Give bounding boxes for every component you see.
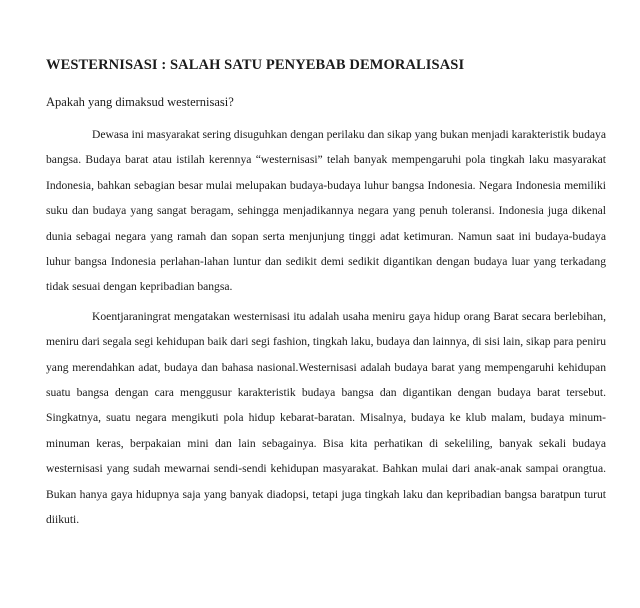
paragraph-1: Dewasa ini masyarakat sering disuguhkan dengan perilaku dan sikap yang bukan menjadi karakteristik budaya bangsa. Budaya barat atau istilah kerennya “westernisasi” telah banyak mempengaruhi pola tingkah laku masyarakat Indonesia, bahkan sebagian besar mulai melupakan budaya-budaya luhur bangsa Indonesia. Negara Indonesia memiliki suku dan budaya yang sangat beragam, sehingga menjadikannya negara yang penuh toleransi. Indonesia juga dikenal dunia sebagai negara yang ramah dan sopan serta menjunjung tinggi adat ketimuran. Namun saat ini budaya-budaya luhur bangsa Indonesia perlahan-lahan luntur dan sedikit demi sedikit digantikan dengan budaya luar yang terkadang tidak sesuai dengan kepribadian bangsa. [46, 128, 606, 294]
document-title: WESTERNISASI : SALAH SATU PENYEBAB DEMORALISASI [46, 57, 465, 73]
document-page [46, 56, 606, 537]
paragraph-2: Koentjaraningrat mengatakan westernisasi itu adalah usaha meniru gaya hidup orang Barat secara berlebihan, meniru dari segala segi kehidupan baik dari segi fashion, tingkah laku, budaya dan lainnya, di sisi lain, sikap para peniru yang merendahkan adat, budaya dan bahasa nasional.Westernisasi adalah budaya barat yang mempengaruhi kehidupan suatu bangsa dengan cara menggusur karakteristik budaya bangsa dan digantikan dengan budaya barat tersebut. Singkatnya, suatu negara mengikuti pola hidup kebarat-baratan. Misalnya, budaya ke klub malam, budaya minum-minuman keras, berpakaian mini dan lain sebagainya. Bisa kita perhatikan di sekeliling, banyak sekali budaya westernisasi yang sudah mewarnai sendi-sendi kehidupan masyarakat. Bahkan mulai dari anak-anak sampai orangtua. Bukan hanya gaya hidupnya saja yang banyak diadopsi, tetapi juga tingkah laku dan kepribadian bangsa baratpun turut diikuti. [46, 309, 606, 527]
document-question: Apakah yang dimaksud westernisasi? [46, 95, 234, 109]
